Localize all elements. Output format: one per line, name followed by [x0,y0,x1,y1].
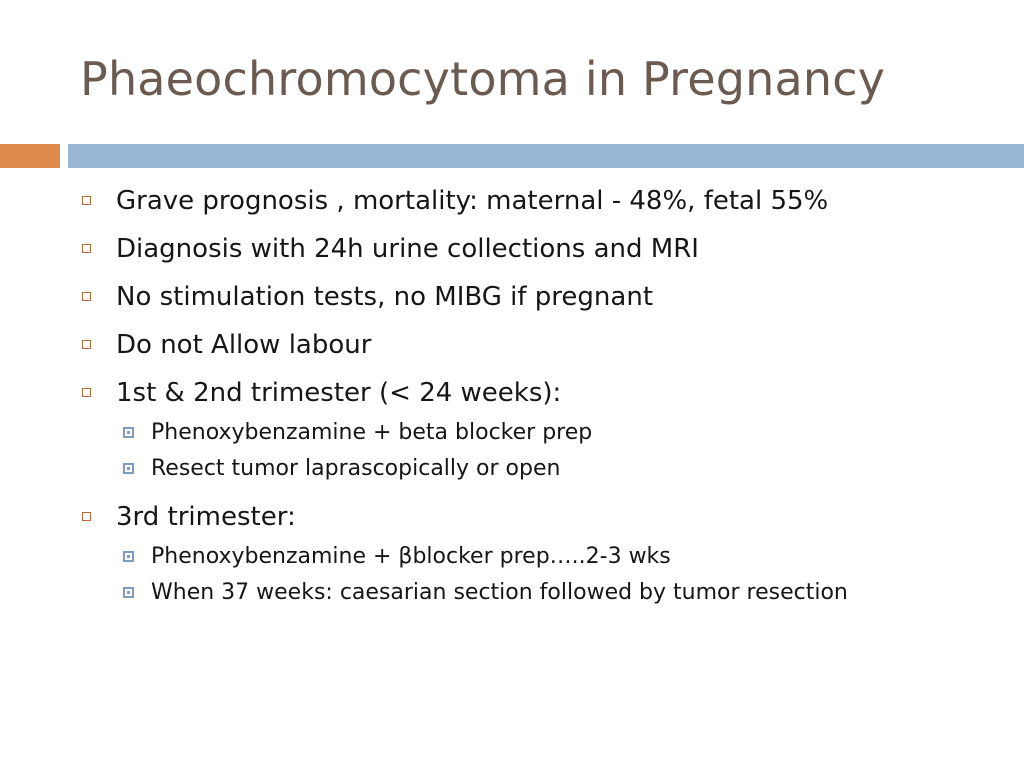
bullet-item [80,234,1000,264]
sub-bullet-item [80,420,1000,446]
bullet-text: 1st & 2nd trimester (< 24 weeks): [116,378,562,408]
square-bullet-icon [82,512,91,521]
square-bullet-icon [82,340,91,349]
sub-bullet-text: Resect tumor laprascopically or open [151,456,561,481]
filled-square-bullet-icon [123,427,134,438]
accent-band-blue [68,144,1024,168]
accent-band-orange [0,144,60,168]
bullet-text: Do not Allow labour [116,330,372,360]
bullet-item [80,378,1000,408]
square-bullet-icon [82,244,91,253]
square-bullet-icon [82,292,91,301]
sub-bullet-text: When 37 weeks: caesarian section followed by tumor resection [151,580,848,605]
sub-bullet-text: Phenoxybenzamine + βblocker prep…..2-3 wks [151,544,671,569]
square-bullet-icon [82,196,91,205]
slide-title: Phaeochromocytoma in Pregnancy [80,52,886,106]
filled-square-bullet-icon [123,587,134,598]
sub-bullet-item [80,456,1000,482]
bullet-text: No stimulation tests, no MIBG if pregnant [116,282,654,312]
square-bullet-icon [82,388,91,397]
bullet-text: 3rd trimester: [116,502,296,532]
bullet-item [80,282,1000,312]
filled-square-bullet-icon [123,463,134,474]
sub-bullet-text: Phenoxybenzamine + beta blocker prep [151,420,593,445]
bullet-item [80,186,1000,216]
sub-bullet-item [80,580,1000,606]
bullet-list [80,186,1000,622]
bullet-item [80,330,1000,360]
bullet-item [80,502,1000,532]
bullet-text: Diagnosis with 24h urine collections and MRI [116,234,699,264]
filled-square-bullet-icon [123,551,134,562]
sub-bullet-item [80,544,1000,570]
bullet-text: Grave prognosis , mortality: maternal - 48%, fetal 55% [116,186,829,216]
